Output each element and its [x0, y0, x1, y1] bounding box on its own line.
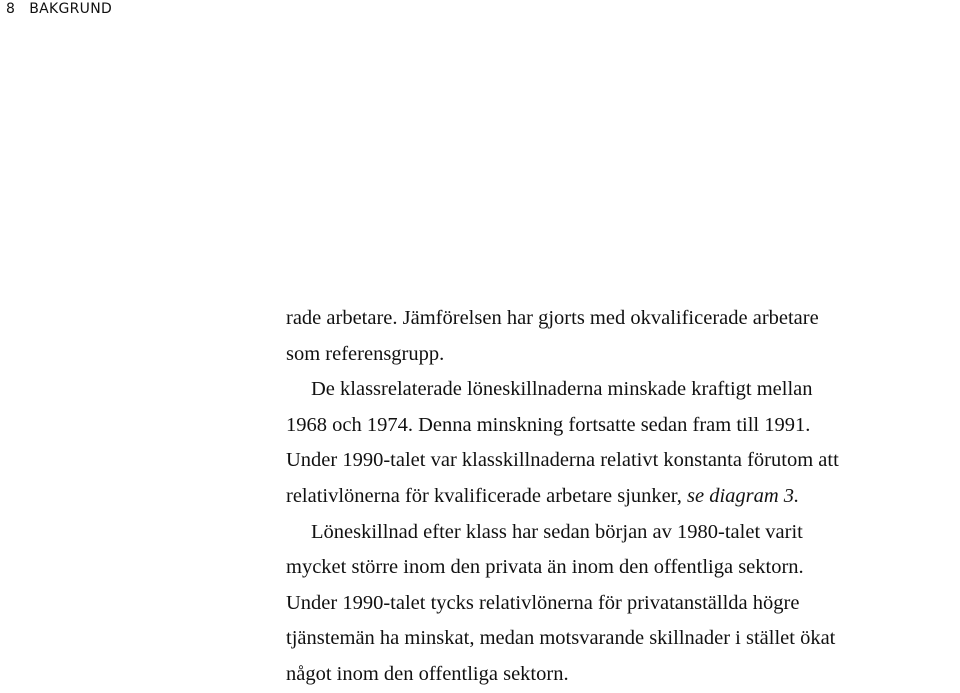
paragraph-start-line: De klassrelaterade löneskillnaderna minskade kraftigt mellan [311, 378, 813, 401]
paragraph-start-line: Löneskillnad efter klass har sedan början av 1980-talet varit [311, 520, 803, 543]
body-line-text: relativlönerna för kvalificerade arbetare sjunker, [286, 484, 682, 507]
body-line: som referensgrupp. [286, 342, 445, 365]
running-head [6, 0, 112, 18]
body-text [286, 301, 960, 693]
body-line: 1968 och 1974. Denna minskning fortsatte sedan fram till 1991. [286, 413, 811, 436]
body-line-with-reference [286, 479, 960, 515]
body-line: något inom den offentliga sektorn. [286, 662, 569, 685]
body-line: Under 1990-talet var klasskillnaderna relativt konstanta förutom att [286, 449, 839, 472]
figure-reference: se diagram 3. [687, 484, 800, 507]
page-number: 8 [6, 1, 16, 17]
body-line: rade arbetare. Jämförelsen har gjorts med okvalificerade arbetare [286, 307, 819, 329]
body-line: tjänstemän ha minskat, medan motsvarande skillnader i stället ökat [286, 627, 836, 650]
section-title: BAKGRUND [29, 1, 113, 17]
body-line: Under 1990-talet tycks relativlönerna för privatanställda högre [286, 591, 800, 614]
body-line: mycket större inom den privata än inom den offentliga sektorn. [286, 556, 804, 579]
